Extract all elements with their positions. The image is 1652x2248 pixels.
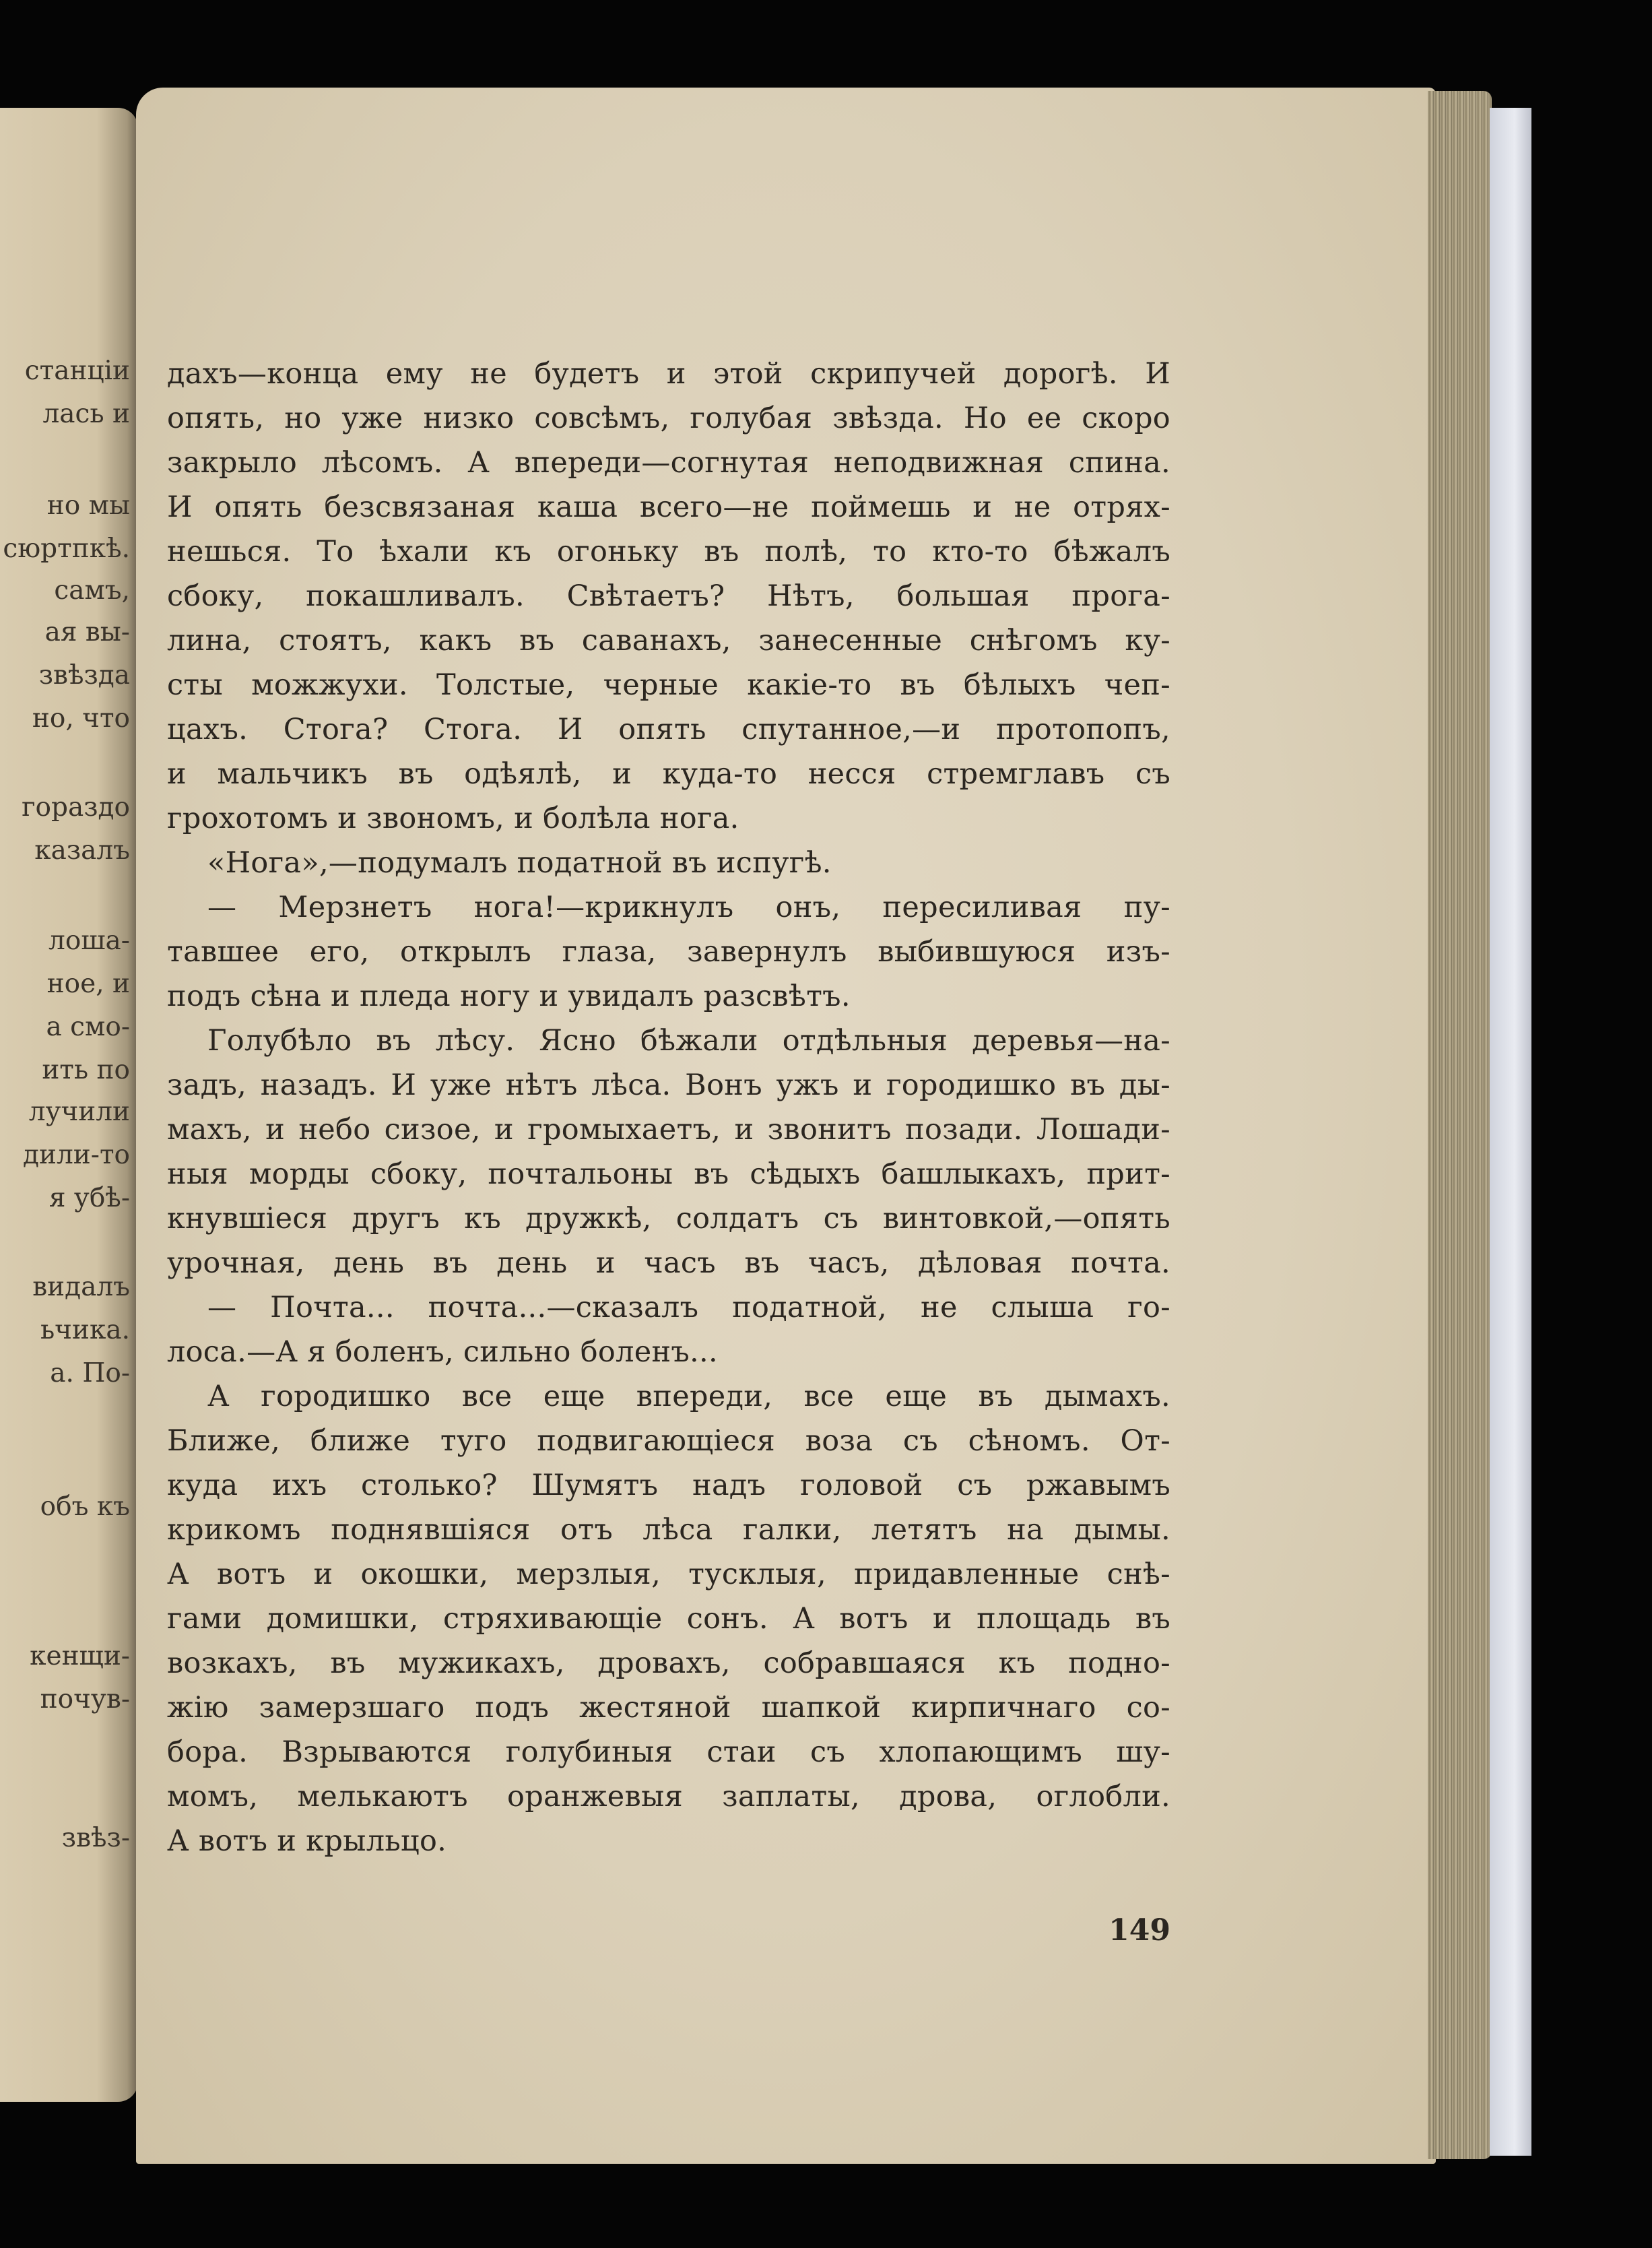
- left-page-fragment: ая вы-: [44, 617, 130, 647]
- text-line: лоса.—А я боленъ, сильно боленъ...: [167, 1335, 718, 1369]
- page-edges: [1428, 91, 1492, 2159]
- left-page-fragment: сюртпкѣ.: [3, 534, 130, 564]
- text-line: А вотъ и крыльцо.: [167, 1824, 447, 1858]
- left-page-fragment: гораздо: [22, 792, 130, 823]
- text-line: сбоку, покашливалъ. Свѣтаетъ? Нѣтъ, большая прога-: [167, 579, 1170, 613]
- text-line: крикомъ поднявшiяся отъ лѣса галки, летятъ на дымы.: [167, 1513, 1170, 1547]
- left-page: [0, 108, 138, 2102]
- text-line: возкахъ, въ мужикахъ, дровахъ, собравшаяся къ подно-: [167, 1646, 1170, 1680]
- text-line: и мальчикъ въ одѣялѣ, и куда-то несся стремглавъ съ: [167, 757, 1170, 791]
- left-page-fragment: казалъ: [34, 835, 130, 866]
- left-page-fragment: лась и: [42, 399, 130, 429]
- text-line: сты можжухи. Толстые, черные какiе-то въ бѣлыхъ чеп-: [167, 668, 1170, 702]
- text-line: закрыло лѣсомъ. А впереди—согнутая неподвижная спина.: [167, 446, 1170, 480]
- left-page-fragment: а. По-: [50, 1358, 130, 1388]
- text-line: дахъ—конца ему не будетъ и этой скрипучей дорогѣ. И: [167, 357, 1170, 391]
- text-line: подъ сѣна и пледа ногу и увидалъ разсвѣтъ.: [167, 980, 851, 1013]
- text-line: грохотомъ и звономъ, и болѣла нога.: [167, 802, 739, 835]
- page-number: 149: [1109, 1913, 1170, 1948]
- text-line: — Почта... почта...—сказалъ податной, не слыша го-: [207, 1291, 1170, 1324]
- left-page-fragment: ить по: [42, 1055, 130, 1085]
- left-page-fragment: почув-: [40, 1684, 130, 1714]
- left-page-fragment: кенщи-: [30, 1641, 130, 1671]
- left-page-fragment: но мы: [46, 490, 130, 521]
- text-line: гами домишки, стряхивающiе сонъ. А вотъ и площадь въ: [167, 1602, 1170, 1636]
- left-page-fragment: я убѣ-: [48, 1183, 130, 1213]
- text-line: цахъ. Стога? Стога. И опять спутанное,—и протопопъ,: [167, 713, 1170, 746]
- text-line: Голубѣло въ лѣсу. Ясно бѣжали отдѣльныя деревья—на-: [207, 1024, 1170, 1058]
- left-page-fragment: ное, и: [46, 969, 130, 999]
- text-line: задъ, назадъ. И уже нѣтъ лѣса. Вонъ ужъ и городишко въ ды-: [167, 1068, 1170, 1102]
- text-line: кнувшiеся другъ къ дружкѣ, солдатъ съ винтовкой,—опять: [167, 1202, 1170, 1235]
- left-page-fragment: самъ,: [54, 575, 130, 606]
- text-line: А вотъ и окошки, мерзлыя, тусклыя, придавленные снѣ-: [167, 1557, 1170, 1591]
- text-line: куда ихъ столько? Шумятъ надъ головой съ ржавымъ: [167, 1469, 1170, 1502]
- text-line: урочная, день въ день и часъ въ часъ, дѣловая почта.: [167, 1246, 1170, 1280]
- text-line: ныя морды сбоку, почтальоны въ сѣдыхъ башлыкахъ, прит-: [167, 1157, 1170, 1191]
- text-line: махъ, и небо сизое, и громыхаетъ, и звонитъ позади. Лошади-: [167, 1113, 1170, 1147]
- left-page-fragment: станцiи: [24, 356, 130, 386]
- book-cover-edge: [1490, 108, 1531, 2156]
- text-line: момъ, мелькаютъ оранжевыя заплаты, дрова, оглобли.: [167, 1780, 1170, 1813]
- text-line: нешься. То ѣхали къ огоньку въ полѣ, то кто-то бѣжалъ: [167, 535, 1170, 569]
- text-line: тавшее его, открылъ глаза, завернулъ выбившуюся изъ-: [167, 935, 1170, 969]
- text-line: лина, стоятъ, какъ въ саванахъ, занесенные снѣгомъ ку-: [167, 624, 1170, 657]
- text-line: — Мерзнетъ нога!—крикнулъ онъ, пересиливая пу-: [207, 891, 1170, 924]
- left-page-fragment: звѣзда: [38, 660, 130, 691]
- left-page-fragment: видалъ: [32, 1272, 130, 1302]
- left-page-fragment: объ къ: [40, 1491, 130, 1522]
- text-line: жiю замерзшаго подъ жестяной шапкой кирпичнаго со-: [167, 1691, 1170, 1725]
- text-line: А городишко все еще впереди, все еще въ дымахъ.: [207, 1380, 1170, 1413]
- left-page-fragment: лоша-: [48, 926, 130, 956]
- text-line: опять, но уже низко совсѣмъ, голубая звѣзда. Но ее скоро: [167, 402, 1170, 435]
- page-text: [167, 352, 1170, 1863]
- left-page-fragment: а смо-: [46, 1012, 130, 1042]
- left-page-fragment: дили-то: [22, 1140, 130, 1170]
- left-page-fragment: ьчика.: [40, 1315, 130, 1345]
- left-page-fragment: лучили: [28, 1097, 130, 1127]
- left-page-fragment: звѣз-: [61, 1823, 130, 1853]
- left-page-fragment: но, что: [32, 703, 130, 734]
- text-line: Ближе, ближе туго подвигающiеся воза съ сѣномъ. От-: [167, 1424, 1170, 1458]
- text-line: бора. Взрываются голубиныя стаи съ хлопающимъ шу-: [167, 1735, 1170, 1769]
- text-line: «Нога»,—подумалъ податной въ испугѣ.: [207, 846, 832, 880]
- text-line: И опять безсвязаная каша всего—не поймешь и не отрях-: [167, 490, 1170, 524]
